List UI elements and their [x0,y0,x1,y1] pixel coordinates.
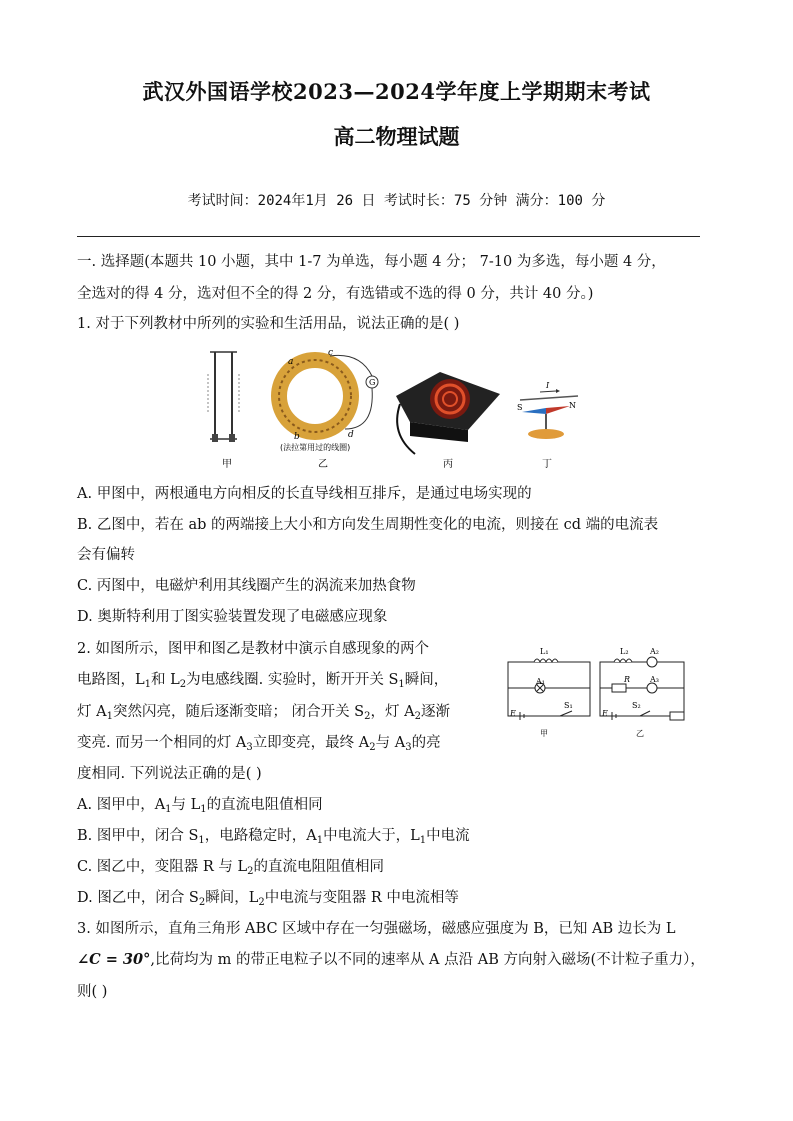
label-r: R [624,675,631,684]
q2-circuits [500,640,700,740]
fig-induction-cooker [396,372,500,454]
fig-caption-bing: 丙 [443,459,453,470]
label-a1-jia: A₁ [536,677,545,686]
fig-label-g: G [369,378,376,387]
fig-label-i: I [546,381,550,390]
q1-option-c: C. 丙图中，电磁炉利用其线圈产生的涡流来加热食物 [77,578,416,594]
fig-caption-jia: 甲 [222,459,232,470]
label-s1: S₁ [564,701,573,710]
q1-option-d: D. 奥斯特利用丁图实验装置发现了电磁感应现象 [77,609,388,625]
label-s2: S₂ [632,701,641,710]
q2-line3: 灯 $A_1$突然闪亮，随后逐渐变暗； 闭合开关 $S_2$，灯 $A_2$逐渐 [77,704,450,722]
header-divider [77,236,700,237]
circuit-yi [600,657,684,720]
fig-label-c: c [328,348,334,358]
fig-label-n: N [569,401,576,410]
q1-option-b-line2: 会有偏转 [77,547,135,563]
fig-label-b: b [294,432,300,442]
q2-option-d: D. 图乙中，闭合 $S_2$瞬间，$L_2$中电流与变阻器 R 中电流相等 [77,890,459,908]
exam-subtitle: 高二物理试题 [333,124,460,149]
section-intro-line2: 全选对的得 4 分，选对但不全的得 2 分，有选错或不选的得 0 分，共计 40 分。) [77,286,594,302]
q3-line1: 3. 如图所示，直角三角形 ABC 区域中存在一匀强磁场，磁感应强度为 B，已知 AB 边长为 L [77,921,676,937]
q3-line2: ∠C = 30°,比荷均为 m 的带正电粒子以不同的速率从 A 点沿 AB 方向射入磁场(不计粒子重力）， [77,951,705,968]
fig-label-a: a [288,357,294,367]
fig-parallel-wires [208,352,239,442]
q1-figure-svg [200,344,590,474]
q2-line1: 2. 如图所示，图甲和图乙是教材中演示自感现象的两个 [77,641,429,657]
q2-line2: 电路图，$L_1$和 $L_2$为电感线圈. 实验时，断开开关 $S_1$瞬间， [77,672,449,690]
circuit-caption-jia: 甲 [540,729,548,738]
exam-title: 武汉外国语学校2023—2024学年度上学期期末考试 [142,79,651,104]
fig-faraday-ring [279,355,378,432]
q2-option-b: B. 图甲中，闭合 $S_1$，电路稳定时，$A_1$中电流大于，$L_1$中电流 [77,828,470,846]
circuit-caption-yi: 乙 [636,729,644,738]
q3-angle: ∠C = 30° [77,951,151,968]
fig-note-faraday: (法拉第用过的线圈) [280,443,351,452]
label-e-jia: E [510,709,516,718]
q2-line4: 变亮. 而另一个相同的灯 $A_3$立即变亮，最终 $A_2$与 $A_3$的亮 [77,735,441,753]
fig-caption-ding: 丁 [542,459,552,470]
label-l2: L₂ [620,647,629,656]
fig-label-d: d [348,430,354,440]
fig-caption-yi: 乙 [318,459,328,470]
exam-info: 考试时间：2024年1月 26 日 考试时长：75 分钟 满分：100 分 [187,193,606,209]
q1-option-b-line1: B. 乙图中，若在 ab 的两端接上大小和方向发生周期性变化的电流，则接在 cd 端的电流表 [77,517,659,533]
q1-option-a: A. 甲图中，两根通电方向相反的长直导线相互排斥，是通过电场实现的 [77,486,532,502]
label-e-yi: E [602,709,608,718]
q2-option-c: C. 图乙中，变阻器 R 与 $L_2$的直流电阻阻值相同 [77,859,385,877]
circuit-jia [508,659,590,720]
q2-circuit-svg [500,640,700,740]
section-intro-line1: 一. 选择题(本题共 10 小题，其中 1-7 为单选，每小题 4 分； 7-10 为多选，每小题 4 分， [77,254,666,270]
label-a2: A₂ [650,647,659,656]
q2-line5: 度相同. 下列说法正确的是( ) [77,766,262,782]
q2-option-a: A. 图甲中，$A_1$与 $L_1$的直流电阻值相同 [77,797,323,815]
fig-oersted-compass [520,389,578,439]
q1-stem: 1. 对于下列教材中所列的实验和生活用品，说法正确的是( ) [77,316,460,332]
label-a3: A₃ [650,675,659,684]
q1-figures [200,344,590,474]
q3-line3: 则( ) [77,984,108,1000]
label-l1: L₁ [540,647,549,656]
fig-label-s: S [517,403,523,412]
